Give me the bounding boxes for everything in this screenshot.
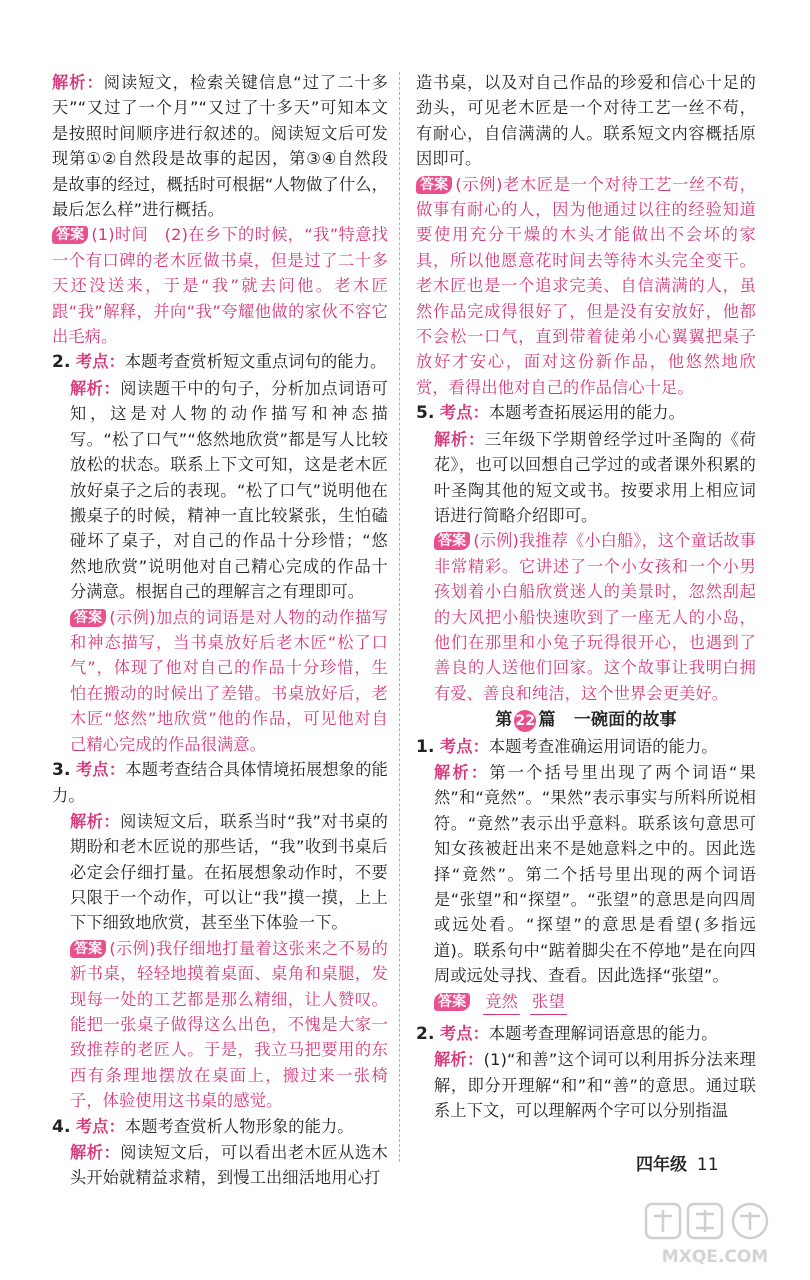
watermark-logo bbox=[640, 1198, 790, 1268]
s2-point: 2. 考点：本题考查理解词语意思的能力。 bbox=[416, 1024, 718, 1045]
answer-blank-2: 张望 bbox=[530, 989, 567, 1015]
analysis-label: 解析： bbox=[52, 73, 104, 92]
page-number: 11 bbox=[696, 1155, 719, 1175]
grade-label: 四年级 bbox=[636, 1155, 687, 1175]
q4-analysis-cont: 造书桌，以及对自己作品的珍爱和信心十足的劲头，可见老木匠是一个对待工艺一丝不苟，有耐心，自信满满的人。联系短文内容概括原因即可。 bbox=[416, 73, 756, 169]
s1-point: 1. 考点：本题考查准确运用词语的能力。 bbox=[416, 736, 718, 757]
answer-badge: 答案 bbox=[416, 176, 452, 194]
s1-analysis: 解析：第一个括号里出现了两个词语“果然”和“竟然”。“果然”表示事实与所料所说相符。“竟然”表示出乎意料。联系该句意思可知女孩被赶出来不是她意料之中的。因此选择“竟然”。第二个括号里出现的两个词语是“张望”和“探望”。“张望”的意思是向四周或远处看。“探望”的意思是看望(多指远道)。联系句中“踮着脚尖在不停地”是在向四周或远处寻找、查看。因此选择“张望”。 bbox=[434, 762, 757, 986]
section-title: 第 22 篇 一碗面的故事 bbox=[495, 710, 677, 731]
answer-badge: 答案 bbox=[70, 940, 106, 958]
q5-point: 5. 考点：本题考查拓展运用的能力。 bbox=[416, 403, 685, 424]
q3-analysis: 解析：阅读短文后，联系当时“我”对书桌的期盼和老木匠说的那些话，“我”收到书桌后必定会仔细打量。在拓展想象动作时，不要只限于一个动作，可以让“我”摸一摸，上上下下细致地欣赏，甚至坐下体验一下。 bbox=[70, 811, 388, 933]
right-column bbox=[416, 70, 756, 1124]
q2-analysis: 解析：阅读题干中的句子，分析加点词语可知，这是对人物的动作描写和神态描写。“松了口气”“悠然地欣赏”都是写人比较放松的状态。联系上下文可知，这是老木匠放好桌子之后的表现。“松了口气”说明他在搬桌子的时候，精神一直比较紧张，生怕磕碰坏了桌子，对自己的作品十分珍惜；“悠然地欣赏”说明他对自己精心完成的作品十分满意。根据自己的理解言之有理即可。 bbox=[70, 378, 388, 602]
q2-answer: 答案 (示例)加点的词语是对人物的动作描写和神态描写，当书桌放好后老木匠“松了口气”，体现了他对自己的作品十分珍惜，生怕在搬动的时候出了差错。书桌放好后，老木匠“悠然”地欣赏”他的作品，可见他对自己精心完成的作品很满意。 bbox=[70, 607, 388, 754]
q5-answer: 答案 (示例)我推荐《小白船》，这个童话故事非常精彩。它讲述了一个小女孩和一个小男孩划着小白船欣赏迷人的美景时，忽然刮起的大风把小船快速吹到了一座无人的小岛，他们在那里和小兔子玩得很开心，也遇到了善良的人送他们回家。这个故事让我明白拥有爱、善良和纯洁，这个世界会更美好。 bbox=[434, 531, 756, 703]
q5-analysis: 解析：三年级下学期曾经学过叶圣陶的《荷花》，也可以回想自己学过的或者课外积累的叶圣陶其他的短文或书。按要求用上相应词语进行简略介绍即可。 bbox=[434, 429, 757, 525]
q4-analysis: 解析：阅读短文后，可以看出老木匠从选木头开始就精益求精，到慢工出细活地用心打 bbox=[70, 1143, 388, 1188]
answer-blank-1: 竟然 bbox=[483, 989, 520, 1015]
q1-answer: 答案 (1)时间 (2)在乡下的时候，“我”特意找一个有口碑的老木匠做书桌，但是过了二十多天还没送来，于是“我”就去问他。老木匠跟“我”解释，并向“我”夸耀他做的家伙不容它出毛病。 bbox=[52, 225, 388, 347]
svg-text:MXQE.COM: MXQE.COM bbox=[661, 1247, 769, 1267]
q2-point: 2. 考点：本题考查赏析短文重点词句的能力。 bbox=[52, 352, 387, 373]
q3-point: 3. 考点：本题考查结合具体情境拓展想象的能力。 bbox=[52, 759, 388, 806]
q4-point: 4. 考点：本题考查赏析人物形象的能力。 bbox=[52, 1116, 354, 1137]
column-divider bbox=[399, 72, 400, 1162]
answer-badge: 答案 bbox=[70, 609, 106, 627]
q3-answer: 答案 (示例)我仔细地打量着这张来之不易的新书桌，轻轻地摸着桌面、桌角和桌腿，发现每一处的工艺都是那么精细，让人赞叹。能把一张桌子做得这么出色，不愧是大家一致推荐的老匠人。于是，我立马把要用的东西有条理地摆放在桌面上，搬过来一张椅子，体验使用这书桌的感觉。 bbox=[70, 938, 388, 1111]
q1-analysis: 解析：阅读短文，检索关键信息“过了二十多天”“又过了一个月”“又过了十多天”可知本文是按照时间顺序进行叙述的。阅读短文后可发现第①②自然段是故事的起因，第③④自然段是故事的经过，概括时可根据“人物做了什么，最后怎么样”进行概括。 bbox=[52, 73, 389, 220]
s2-analysis: 解析：(1)“和善”这个词可以利用拆分法来理解，即分开理解“和”和“善”的意思。通过联系上下文，可以理解两个字可以分别指温 bbox=[434, 1050, 756, 1121]
page-footer bbox=[636, 1150, 719, 1175]
watermark-icon bbox=[640, 1198, 790, 1268]
answer-badge: 答案 bbox=[52, 226, 88, 244]
q4-answer: 答案 (示例)老木匠是一个对待工艺一丝不苟，做事有耐心的人，因为他通过以往的经验知道要使用充分干燥的木头才能做出不会坏的家具，所以他愿意花时间去等待木头完全变干。老木匠也是一个追求完美、自信满满的人，虽然作品完成得很好了，但是没有安放好，他都不会松一口气，直到带着徒弟小心翼翼把桌子放好才安心，面对这份新作品，他悠然地欣赏，看得出他对自己的作品信心十足。 bbox=[416, 174, 756, 397]
left-column bbox=[52, 70, 388, 1191]
answer-badge: 答案 bbox=[434, 993, 470, 1011]
section-number-badge: 22 bbox=[514, 710, 536, 732]
s1-answer bbox=[416, 989, 756, 1015]
answer-badge: 答案 bbox=[434, 532, 470, 550]
